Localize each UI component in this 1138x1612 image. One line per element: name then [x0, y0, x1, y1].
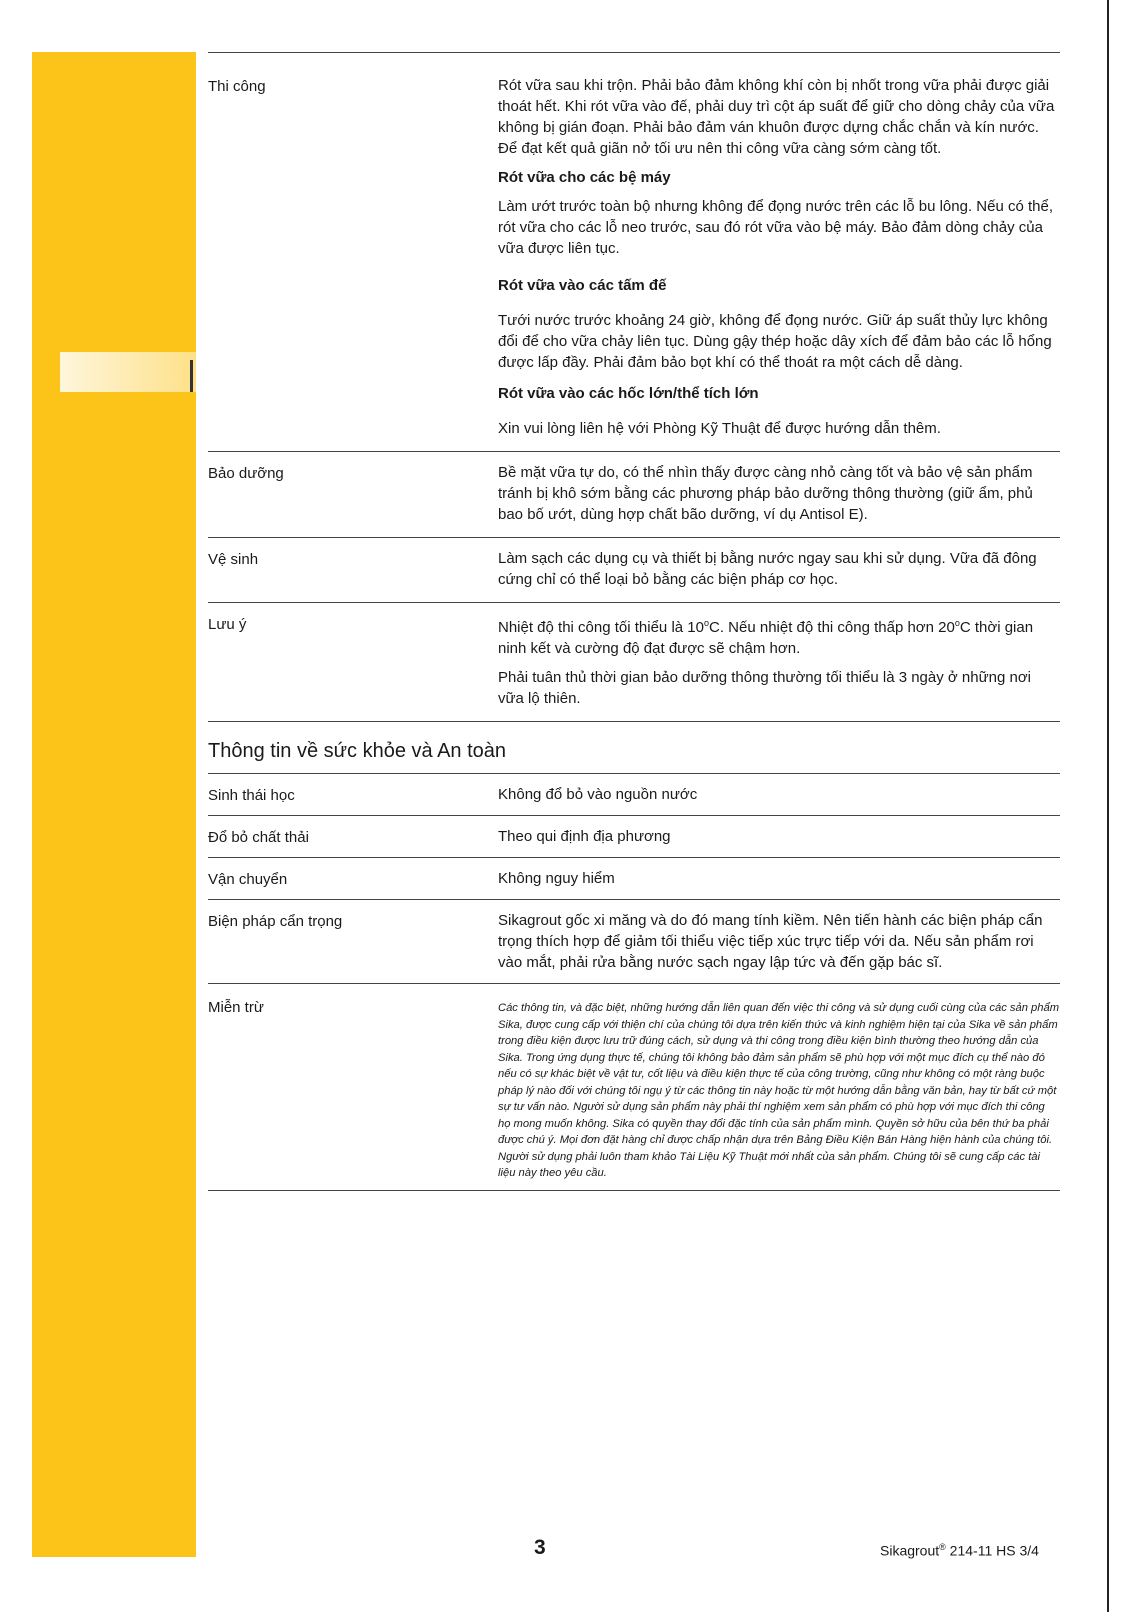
notes-curing-time: Phải tuân thủ thời gian bảo dưỡng thông thường tối thiểu là 3 ngày ở những nơi vữa lộ thiên.	[498, 669, 1031, 707]
machine-base-heading: Rót vữa cho các bệ máy	[498, 169, 671, 186]
transport-row	[208, 857, 1060, 899]
degree-mark: o	[954, 618, 960, 628]
notes-temp-part-3: C thời gian ninh kết và cường độ đạt được sẽ chậm hơn.	[498, 619, 1034, 657]
precaution-row	[208, 899, 1060, 983]
curing-row	[208, 451, 1060, 537]
base-plate-heading: Rót vữa vào các tấm đế	[498, 277, 667, 294]
notes-label: Lưu ý	[208, 616, 247, 633]
side-accent-bar	[32, 52, 196, 1557]
machine-base-text: Làm ướt trước toàn bộ nhưng không để đọng nước trên các lỗ bu lông. Nếu có thể, rót vữa cho các lỗ neo trước, sau đó rót vữa vào bệ máy. Bảo đảm dòng chảy của vữa được liên tục.	[498, 198, 1053, 257]
notes-row	[208, 602, 1060, 721]
precaution-value: Sikagrout gốc xi măng và do đó mang tính kiềm. Nên tiến hành các biện pháp cẩn trọng thích hợp để giảm tối thiểu việc tiếp xúc trực tiếp với da. Nếu sản phẩm rơi vào mắt, phải rửa bằng nước sạch ngay lập tức và đến gặp bác sĩ.	[498, 912, 1043, 971]
right-edge-rule	[1107, 0, 1109, 1612]
precaution-label: Biện pháp cẩn trọng	[208, 913, 343, 930]
disposal-value: Theo qui định địa phương	[498, 828, 671, 845]
cleaning-text: Làm sạch các dụng cụ và thiết bị bằng nước ngay sau khi sử dụng. Vữa đã đông cứng chỉ có thể loại bỏ bằng các biện pháp cơ học.	[498, 550, 1037, 588]
notes-temp-part-2: C. Nếu nhiệt độ thi công thấp hơn 20	[709, 619, 955, 636]
transport-value: Không nguy hiểm	[498, 870, 615, 887]
application-label: Thi công	[208, 78, 266, 95]
document-body	[208, 52, 1060, 1191]
ecology-value: Không đổ bỏ vào nguồn nước	[498, 786, 698, 803]
scan-artifact-bar	[190, 360, 193, 392]
application-row	[208, 52, 1060, 451]
cleaning-row	[208, 537, 1060, 602]
notes-temperature	[498, 613, 1060, 659]
product-footer	[880, 1542, 1039, 1559]
cleaning-value	[498, 538, 1060, 602]
degree-mark: o	[703, 618, 709, 628]
application-value	[498, 53, 1060, 451]
ecology-label: Sinh thái học	[208, 787, 295, 804]
health-section-title: Thông tin về sức khỏe và An toàn	[208, 721, 1060, 773]
disposal-row	[208, 815, 1060, 857]
disclaimer-row	[208, 983, 1060, 1191]
transport-label: Vận chuyển	[208, 871, 288, 888]
cleaning-label: Vệ sinh	[208, 551, 259, 568]
curing-text: Bề mặt vữa tự do, có thể nhìn thấy được càng nhỏ càng tốt và bảo vệ sản phẩm tránh bị khô sớm bằng các phương pháp bảo dưỡng thông thường (giữ ẩm, phủ bao bố ướt, dùng hợp chất bão dưỡng, ví dụ Antisol E).	[498, 464, 1033, 523]
notes-value	[498, 603, 1060, 721]
curing-label: Bảo dưỡng	[208, 465, 284, 482]
large-void-heading: Rót vữa vào các hốc lớn/thể tích lớn	[498, 385, 759, 402]
application-intro: Rót vữa sau khi trộn. Phải bảo đảm không khí còn bị nhốt trong vữa phải được giải thoát hết. Khi rót vữa vào đế, phải duy trì cột áp suất để giữ cho dòng chảy của vữa không bị gián đoạn. Phải bảo đảm ván khuôn được dựng chắc chắn và kín nước. Để đạt kết quả giãn nở tối ưu nên thi công vữa càng sớm càng tốt.	[498, 77, 1055, 157]
disclaimer-label: Miễn trừ	[208, 999, 264, 1016]
product-name: Sikagrout	[880, 1542, 940, 1559]
disclaimer-text: Các thông tin, và đặc biệt, những hướng dẫn liên quan đến việc thi công và sử dụng cuối cùng của các sản phẩm Sika, được cung cấp với thiện chí của chúng tôi dựa trên kiến thức và kinh nghiệm hiện tại của Sika về sản phẩm trong điều kiện được lưu trữ đúng cách, sử dụng và thi công trong điều kiện bình thường theo hướng dẫn của Sika. Trong ứng dụng thực tế, chúng tôi không bảo đảm sản phẩm sẽ phù hợp với một mục đích cụ thể nào đó nếu có sự khác biệt về vật tư, cốt liệu và điều kiện thực tế của công trường, cũng như không có một ràng buộc pháp lý nào đối với chúng tôi ngụ ý từ các thông tin này hoặc từ một hướng dẫn bằng văn bản, hay từ bất cứ một sự tư vấn nào. Người sử dụng sản phẩm này phải thí nghiệm xem sản phẩm có phù hợp với mục đích thi công họ mong muốn không. Sika có quyền thay đổi đặc tính của sản phẩm mình. Quyền sở hữu của bên thứ ba phải được chú ý. Mọi đơn đặt hàng chỉ được chấp nhận dựa trên Bảng Điều Kiện Bán Hàng hiện hành của chúng tôi. Người sử dụng phải luôn tham khảo Tài Liệu Kỹ Thuật mới nhất của sản phẩm. Chúng tôi sẽ cung cấp các tài liệu này theo yêu cầu.	[498, 1002, 1060, 1179]
page-number: 3	[534, 1536, 546, 1559]
base-plate-text: Tưới nước trước khoảng 24 giờ, không để đọng nước. Giữ áp suất thủy lực không đổi để cho vữa chảy liên tục. Dùng gậy thép hoặc dây xích để đảm bảo các lỗ hổng được lấp đầy. Phải đảm bảo bọt khí có thể thoát ra một cách dễ dàng.	[498, 312, 1052, 371]
notes-temp-part-1: Nhiệt độ thi công tối thiểu là 10	[498, 619, 704, 636]
curing-value	[498, 452, 1060, 537]
registered-mark: ®	[939, 1542, 946, 1552]
product-code: 214-11 HS 3/4	[945, 1542, 1039, 1559]
large-void-text: Xin vui lòng liên hệ với Phòng Kỹ Thuật để được hướng dẫn thêm.	[498, 420, 941, 437]
ecology-row	[208, 773, 1060, 815]
disposal-label: Đổ bỏ chất thải	[208, 829, 309, 846]
